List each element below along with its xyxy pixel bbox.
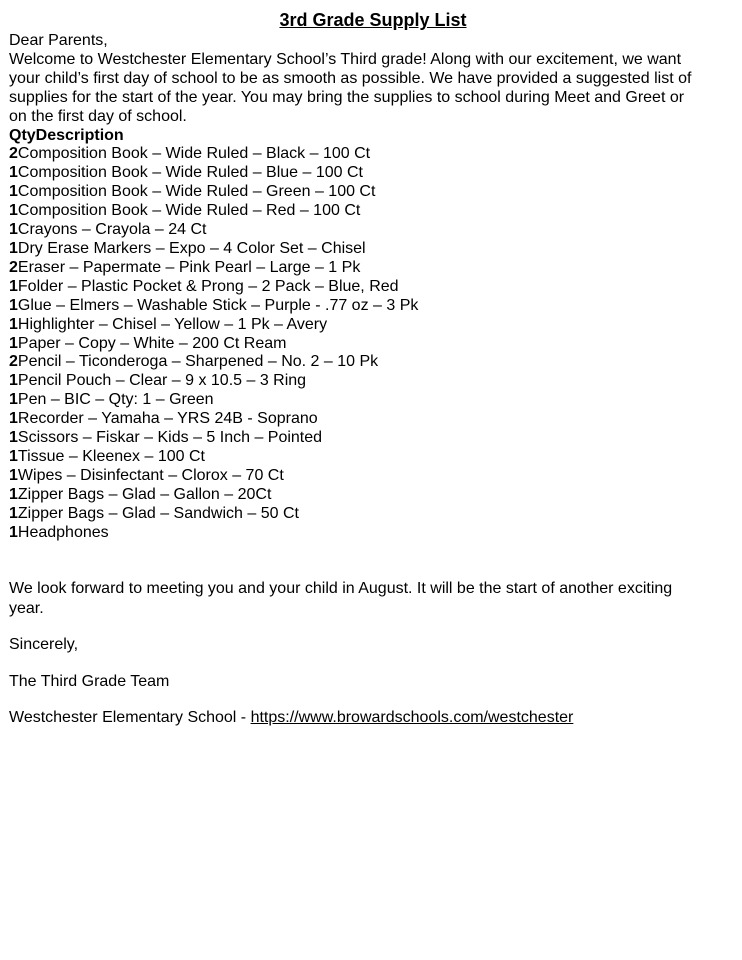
- closing-line: We look forward to meeting you and your child in August. It will be the start of another exciting: [9, 580, 673, 598]
- item-description: Zipper Bags – Glad – Sandwich – 50 Ct: [17, 504, 299, 522]
- list-item: [9, 145, 733, 164]
- team-signature: The Third Grade Team: [9, 672, 170, 690]
- item-description: Tissue – Kleenex – 100 Ct: [17, 447, 205, 465]
- intro-line: Welcome to Westchester Elementary School’s Third grade! Along with our excitement, we want: [9, 50, 682, 68]
- item-description: Scissors – Fiskar – Kids – 5 Inch – Pointed: [17, 429, 323, 447]
- item-qty: 1: [9, 523, 18, 541]
- item-qty: 2: [9, 145, 18, 163]
- item-description: Pencil – Ticonderoga – Sharpened – No. 2 – 10 Pk: [17, 353, 379, 371]
- item-description: Paper – Copy – White – 200 Ct Ream: [17, 334, 287, 352]
- footer: [9, 708, 733, 728]
- list-item: [9, 183, 733, 202]
- item-qty: 1: [9, 183, 18, 201]
- supply-list: [9, 145, 733, 542]
- intro-line: on the first day of school.: [9, 107, 187, 125]
- list-item: [9, 448, 733, 467]
- item-qty: 1: [9, 334, 18, 352]
- item-qty: 1: [9, 277, 18, 295]
- closing-line: year.: [9, 599, 44, 617]
- description-header: Description: [35, 126, 124, 144]
- item-qty: 1: [9, 372, 18, 390]
- intro-line: supplies for the start of the year. You may bring the supplies to school during Meet and Greet or: [9, 88, 685, 106]
- list-item: [9, 297, 733, 316]
- item-description: Composition Book – Wide Ruled – Red – 100 Ct: [17, 202, 361, 220]
- list-item: [9, 259, 733, 278]
- item-description: Zipper Bags – Glad – Gallon – 20Ct: [17, 485, 272, 503]
- item-qty: 1: [9, 221, 18, 239]
- list-item: [9, 391, 733, 410]
- item-qty: 1: [9, 485, 18, 503]
- item-description: Headphones: [17, 523, 109, 541]
- item-qty: 2: [9, 258, 18, 276]
- item-description: Eraser – Papermate – Pink Pearl – Large – 1 Pk: [17, 258, 361, 276]
- list-item: [9, 316, 733, 335]
- table-header: [9, 127, 733, 146]
- item-qty: 1: [9, 504, 18, 522]
- list-item: [9, 467, 733, 486]
- list-item: [9, 240, 733, 259]
- item-qty: 1: [9, 447, 18, 465]
- list-item: [9, 372, 733, 391]
- item-description: Folder – Plastic Pocket & Prong – 2 Pack – Blue, Red: [17, 277, 399, 295]
- list-item: [9, 278, 733, 297]
- item-qty: 1: [9, 164, 18, 182]
- list-item: [9, 353, 733, 372]
- intro-paragraph: [9, 51, 733, 127]
- item-description: Composition Book – Wide Ruled – Black – 100 Ct: [17, 145, 371, 163]
- item-qty: 1: [9, 239, 18, 257]
- item-description: Glue – Elmers – Washable Stick – Purple - .77 oz – 3 Pk: [17, 296, 419, 314]
- item-qty: 1: [9, 391, 18, 409]
- item-description: Crayons – Crayola – 24 Ct: [17, 221, 207, 239]
- item-qty: 1: [9, 315, 18, 333]
- item-description: Pencil Pouch – Clear – 9 x 10.5 – 3 Ring: [17, 372, 307, 390]
- signoff: Sincerely,: [9, 636, 79, 654]
- list-item: [9, 429, 733, 448]
- item-qty: 1: [9, 296, 18, 314]
- item-qty: 2: [9, 353, 18, 371]
- item-description: Recorder – Yamaha – YRS 24B - Soprano: [17, 410, 318, 428]
- page-title: 3rd Grade Supply List: [279, 10, 467, 30]
- item-qty: 1: [9, 202, 18, 220]
- greeting: Dear Parents,: [9, 32, 108, 49]
- item-description: Dry Erase Markers – Expo – 4 Color Set – Chisel: [17, 239, 366, 257]
- list-item: [9, 202, 733, 221]
- list-item: [9, 221, 733, 240]
- list-item: [9, 486, 733, 505]
- list-item: [9, 335, 733, 354]
- closing-paragraph: [9, 579, 733, 618]
- item-description: Composition Book – Wide Ruled – Green – 100 Ct: [17, 183, 376, 201]
- list-item: [9, 164, 733, 183]
- intro-line: your child’s first day of school to be as smooth as possible. We have provided a suggested list of: [9, 69, 692, 87]
- item-description: Pen – BIC – Qty: 1 – Green: [17, 391, 214, 409]
- item-qty: 1: [9, 429, 18, 447]
- list-item: [9, 410, 733, 429]
- item-description: Wipes – Disinfectant – Clorox – 70 Ct: [17, 466, 284, 484]
- school-name: Westchester Elementary School -: [9, 709, 251, 727]
- school-website-link[interactable]: https://www.browardschools.com/westchester: [250, 709, 574, 727]
- item-qty: 1: [9, 410, 18, 428]
- list-item: [9, 505, 733, 524]
- item-description: Highlighter – Chisel – Yellow – 1 Pk – Avery: [17, 315, 328, 333]
- item-description: Composition Book – Wide Ruled – Blue – 100 Ct: [17, 164, 363, 182]
- qty-header: Qty: [9, 126, 36, 144]
- list-item: [9, 524, 733, 543]
- item-qty: 1: [9, 466, 18, 484]
